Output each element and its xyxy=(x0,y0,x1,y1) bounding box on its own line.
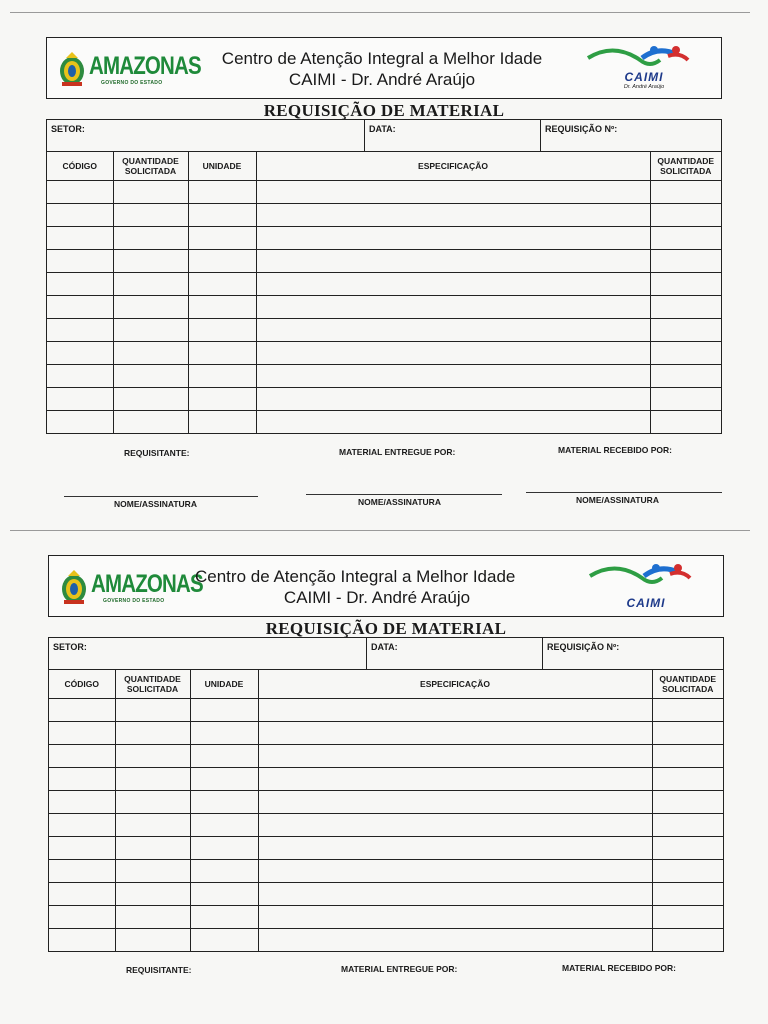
cell-quantidade-2[interactable] xyxy=(650,318,721,341)
page-top-line xyxy=(10,12,750,13)
col-header-especificacao: ESPECIFICAÇÃO xyxy=(258,670,652,698)
cell-unidade[interactable] xyxy=(188,203,256,226)
amazonas-crest-icon xyxy=(59,568,89,606)
cell-quantidade[interactable] xyxy=(115,882,190,905)
cut-line xyxy=(10,530,750,531)
requisition-table xyxy=(48,637,724,952)
cell-quantidade-2[interactable] xyxy=(650,226,721,249)
cell-codigo[interactable] xyxy=(49,836,115,859)
cell-quantidade-2[interactable] xyxy=(650,387,721,410)
cell-unidade[interactable] xyxy=(190,744,258,767)
entregue-label: MATERIAL ENTREGUE POR: xyxy=(341,964,458,974)
cell-especificacao[interactable] xyxy=(258,905,652,928)
amazonas-logo-subtext: GOVERNO DO ESTADO xyxy=(103,598,165,604)
institution-subname: CAIMI - Dr. André Araújo xyxy=(283,588,471,607)
cell-especificacao[interactable] xyxy=(256,410,650,433)
cell-quantidade-2[interactable] xyxy=(652,905,723,928)
cell-unidade[interactable] xyxy=(190,836,258,859)
cell-unidade[interactable] xyxy=(190,767,258,790)
cell-codigo[interactable] xyxy=(47,410,113,433)
table-row xyxy=(47,341,721,364)
col-header-codigo: CÓDIGO xyxy=(47,152,113,180)
table-row xyxy=(47,410,721,433)
institution-subname: CAIMI - Dr. André Araújo xyxy=(288,70,476,89)
cell-codigo[interactable] xyxy=(49,744,115,767)
cell-codigo[interactable] xyxy=(49,767,115,790)
cell-unidade[interactable] xyxy=(188,410,256,433)
cell-unidade[interactable] xyxy=(190,721,258,744)
signature-line-recebido[interactable] xyxy=(526,492,722,493)
table-row xyxy=(49,882,723,905)
table-row xyxy=(47,249,721,272)
cell-especificacao[interactable] xyxy=(258,721,652,744)
institution-name: Centro de Atenção Integral a Melhor Idade xyxy=(195,567,516,586)
amazonas-logo-text: AMAZONAS xyxy=(91,570,203,598)
amazonas-logo xyxy=(59,568,203,608)
cell-especificacao[interactable] xyxy=(256,364,650,387)
cell-unidade[interactable] xyxy=(188,249,256,272)
cell-especificacao[interactable] xyxy=(258,790,652,813)
setor-field[interactable]: SETOR: xyxy=(47,120,365,151)
signature-line-entregue[interactable] xyxy=(306,494,502,495)
cell-quantidade-2[interactable] xyxy=(650,203,721,226)
cell-quantidade[interactable] xyxy=(113,249,188,272)
cell-codigo[interactable] xyxy=(49,905,115,928)
info-row xyxy=(49,638,723,670)
cell-quantidade[interactable] xyxy=(113,410,188,433)
col-header-especificacao: ESPECIFICAÇÃO xyxy=(256,152,650,180)
requisicao-number-field[interactable]: REQUISIÇÃO Nº: xyxy=(547,642,620,652)
cell-unidade[interactable] xyxy=(188,364,256,387)
cell-unidade[interactable] xyxy=(190,859,258,882)
cell-especificacao[interactable] xyxy=(256,387,650,410)
cell-quantidade-2[interactable] xyxy=(650,410,721,433)
table-row xyxy=(47,387,721,410)
cell-quantidade[interactable] xyxy=(113,226,188,249)
table-row xyxy=(49,790,723,813)
amazonas-logo-text: AMAZONAS xyxy=(89,52,201,80)
cell-quantidade[interactable] xyxy=(113,341,188,364)
cell-especificacao[interactable] xyxy=(256,295,650,318)
cell-codigo[interactable] xyxy=(49,813,115,836)
cell-quantidade-2[interactable] xyxy=(650,272,721,295)
signature-line-requisitante[interactable] xyxy=(64,496,258,497)
cell-quantidade-2[interactable] xyxy=(652,813,723,836)
cell-quantidade-2[interactable] xyxy=(652,928,723,951)
recebido-label: MATERIAL RECEBIDO POR: xyxy=(562,963,676,973)
caimi-logo-text: CAIMI xyxy=(626,596,666,610)
cell-quantidade[interactable] xyxy=(115,859,190,882)
table-row xyxy=(47,364,721,387)
cell-unidade[interactable] xyxy=(188,272,256,295)
cell-unidade[interactable] xyxy=(188,226,256,249)
items-table-body xyxy=(49,698,723,951)
data-field[interactable]: DATA: xyxy=(367,638,543,669)
amazonas-crest-icon xyxy=(57,50,87,88)
institution-name: Centro de Atenção Integral a Melhor Idade xyxy=(221,49,543,68)
cell-codigo[interactable] xyxy=(49,928,115,951)
cell-quantidade-2[interactable] xyxy=(650,180,721,203)
caimi-logo xyxy=(584,44,692,94)
caimi-logo-subtext: Dr. André Araújo xyxy=(623,84,665,90)
items-table xyxy=(49,670,723,951)
form-title: REQUISIÇÃO DE MATERIAL xyxy=(265,619,507,638)
signature-labels xyxy=(48,963,724,977)
cell-quantidade[interactable] xyxy=(115,744,190,767)
cell-quantidade-2[interactable] xyxy=(652,882,723,905)
form-title: REQUISIÇÃO DE MATERIAL xyxy=(263,101,505,120)
table-row xyxy=(49,928,723,951)
cell-codigo[interactable] xyxy=(47,272,113,295)
info-row xyxy=(47,120,721,152)
cell-quantidade[interactable] xyxy=(113,203,188,226)
cell-especificacao[interactable] xyxy=(256,180,650,203)
cell-quantidade[interactable] xyxy=(113,364,188,387)
cell-especificacao[interactable] xyxy=(256,341,650,364)
cell-codigo[interactable] xyxy=(47,318,113,341)
table-row xyxy=(47,180,721,203)
col-header-quantidade-2: QUANTIDADE SOLICITADA xyxy=(650,152,721,180)
cell-unidade[interactable] xyxy=(190,790,258,813)
cell-especificacao[interactable] xyxy=(258,859,652,882)
cell-unidade[interactable] xyxy=(190,882,258,905)
cell-especificacao[interactable] xyxy=(256,203,650,226)
cell-codigo[interactable] xyxy=(47,249,113,272)
cell-quantidade-2[interactable] xyxy=(652,744,723,767)
cell-unidade[interactable] xyxy=(188,295,256,318)
cell-quantidade-2[interactable] xyxy=(652,790,723,813)
nome-assinatura-1: NOME/ASSINATURA xyxy=(114,499,197,509)
col-header-quantidade: QUANTIDADE SOLICITADA xyxy=(113,152,188,180)
cell-especificacao[interactable] xyxy=(258,813,652,836)
amazonas-logo-subtext: GOVERNO DO ESTADO xyxy=(101,80,163,86)
nome-assinatura-2: NOME/ASSINATURA xyxy=(358,497,441,507)
requisition-table xyxy=(46,119,722,434)
caimi-logo-text: CAIMI xyxy=(624,70,664,84)
requisitante-label: REQUISITANTE: xyxy=(126,965,192,975)
cell-quantidade[interactable] xyxy=(113,295,188,318)
recebido-label: MATERIAL RECEBIDO POR: xyxy=(558,445,672,455)
cell-especificacao[interactable] xyxy=(256,226,650,249)
cell-especificacao[interactable] xyxy=(258,928,652,951)
table-row xyxy=(47,295,721,318)
caimi-logo xyxy=(586,562,694,612)
col-header-codigo: CÓDIGO xyxy=(49,670,115,698)
table-row xyxy=(49,767,723,790)
setor-field[interactable]: SETOR: xyxy=(49,638,367,669)
cell-unidade[interactable] xyxy=(188,387,256,410)
cell-unidade[interactable] xyxy=(190,905,258,928)
cell-unidade[interactable] xyxy=(190,813,258,836)
requisitante-label: REQUISITANTE: xyxy=(124,448,190,458)
table-header-row xyxy=(47,152,721,180)
cell-codigo[interactable] xyxy=(47,295,113,318)
items-table xyxy=(47,152,721,433)
table-row xyxy=(49,836,723,859)
table-row xyxy=(47,203,721,226)
requisicao-number-field[interactable]: REQUISIÇÃO Nº: xyxy=(545,124,618,134)
cell-quantidade-2[interactable] xyxy=(650,249,721,272)
cell-quantidade-2[interactable] xyxy=(650,364,721,387)
cell-especificacao[interactable] xyxy=(258,698,652,721)
cell-especificacao[interactable] xyxy=(258,767,652,790)
cell-quantidade-2[interactable] xyxy=(652,698,723,721)
amazonas-logo xyxy=(57,50,201,90)
col-header-unidade: UNIDADE xyxy=(190,670,258,698)
cell-quantidade[interactable] xyxy=(115,836,190,859)
cell-quantidade-2[interactable] xyxy=(652,836,723,859)
table-row xyxy=(49,859,723,882)
table-row xyxy=(47,272,721,295)
cell-especificacao[interactable] xyxy=(258,882,652,905)
cell-codigo[interactable] xyxy=(47,387,113,410)
table-row xyxy=(47,318,721,341)
table-header-row xyxy=(49,670,723,698)
cell-especificacao[interactable] xyxy=(256,272,650,295)
cell-quantidade[interactable] xyxy=(113,387,188,410)
cell-unidade[interactable] xyxy=(190,698,258,721)
cell-quantidade-2[interactable] xyxy=(650,341,721,364)
cell-quantidade[interactable] xyxy=(115,813,190,836)
form-header xyxy=(46,37,722,99)
cell-quantidade-2[interactable] xyxy=(652,859,723,882)
data-field[interactable]: DATA: xyxy=(365,120,541,151)
table-row xyxy=(49,905,723,928)
cell-unidade[interactable] xyxy=(188,341,256,364)
cell-codigo[interactable] xyxy=(47,364,113,387)
table-row xyxy=(47,226,721,249)
cell-codigo[interactable] xyxy=(49,882,115,905)
caimi-emblem-icon xyxy=(586,562,694,592)
cell-unidade[interactable] xyxy=(190,928,258,951)
cell-quantidade-2[interactable] xyxy=(652,767,723,790)
cell-unidade[interactable] xyxy=(188,318,256,341)
cell-quantidade[interactable] xyxy=(115,790,190,813)
institution-title xyxy=(187,48,577,90)
cell-codigo[interactable] xyxy=(49,790,115,813)
cell-codigo[interactable] xyxy=(47,180,113,203)
cell-quantidade[interactable] xyxy=(113,272,188,295)
cell-especificacao[interactable] xyxy=(256,249,650,272)
cell-especificacao[interactable] xyxy=(256,318,650,341)
cell-codigo[interactable] xyxy=(49,859,115,882)
cell-codigo[interactable] xyxy=(47,203,113,226)
cell-especificacao[interactable] xyxy=(258,836,652,859)
cell-quantidade[interactable] xyxy=(115,928,190,951)
signature-labels xyxy=(46,447,722,461)
table-row xyxy=(49,813,723,836)
entregue-label: MATERIAL ENTREGUE POR: xyxy=(339,447,456,457)
col-header-quantidade: QUANTIDADE SOLICITADA xyxy=(115,670,190,698)
cell-quantidade[interactable] xyxy=(115,721,190,744)
cell-quantidade-2[interactable] xyxy=(650,295,721,318)
table-row xyxy=(49,744,723,767)
cell-quantidade[interactable] xyxy=(115,767,190,790)
institution-title xyxy=(193,566,565,608)
cell-unidade[interactable] xyxy=(188,180,256,203)
col-header-unidade: UNIDADE xyxy=(188,152,256,180)
cell-quantidade[interactable] xyxy=(115,905,190,928)
cell-quantidade-2[interactable] xyxy=(652,721,723,744)
cell-especificacao[interactable] xyxy=(258,744,652,767)
cell-codigo[interactable] xyxy=(49,721,115,744)
col-header-quantidade-2: QUANTIDADE SOLICITADA xyxy=(652,670,723,698)
cell-codigo[interactable] xyxy=(49,698,115,721)
cell-quantidade[interactable] xyxy=(113,318,188,341)
items-table-body xyxy=(47,180,721,433)
form-header xyxy=(48,555,724,617)
cell-quantidade[interactable] xyxy=(115,698,190,721)
cell-codigo[interactable] xyxy=(47,226,113,249)
table-row xyxy=(49,698,723,721)
nome-assinatura-3: NOME/ASSINATURA xyxy=(576,495,659,505)
cell-codigo[interactable] xyxy=(47,341,113,364)
cell-quantidade[interactable] xyxy=(113,180,188,203)
table-row xyxy=(49,721,723,744)
